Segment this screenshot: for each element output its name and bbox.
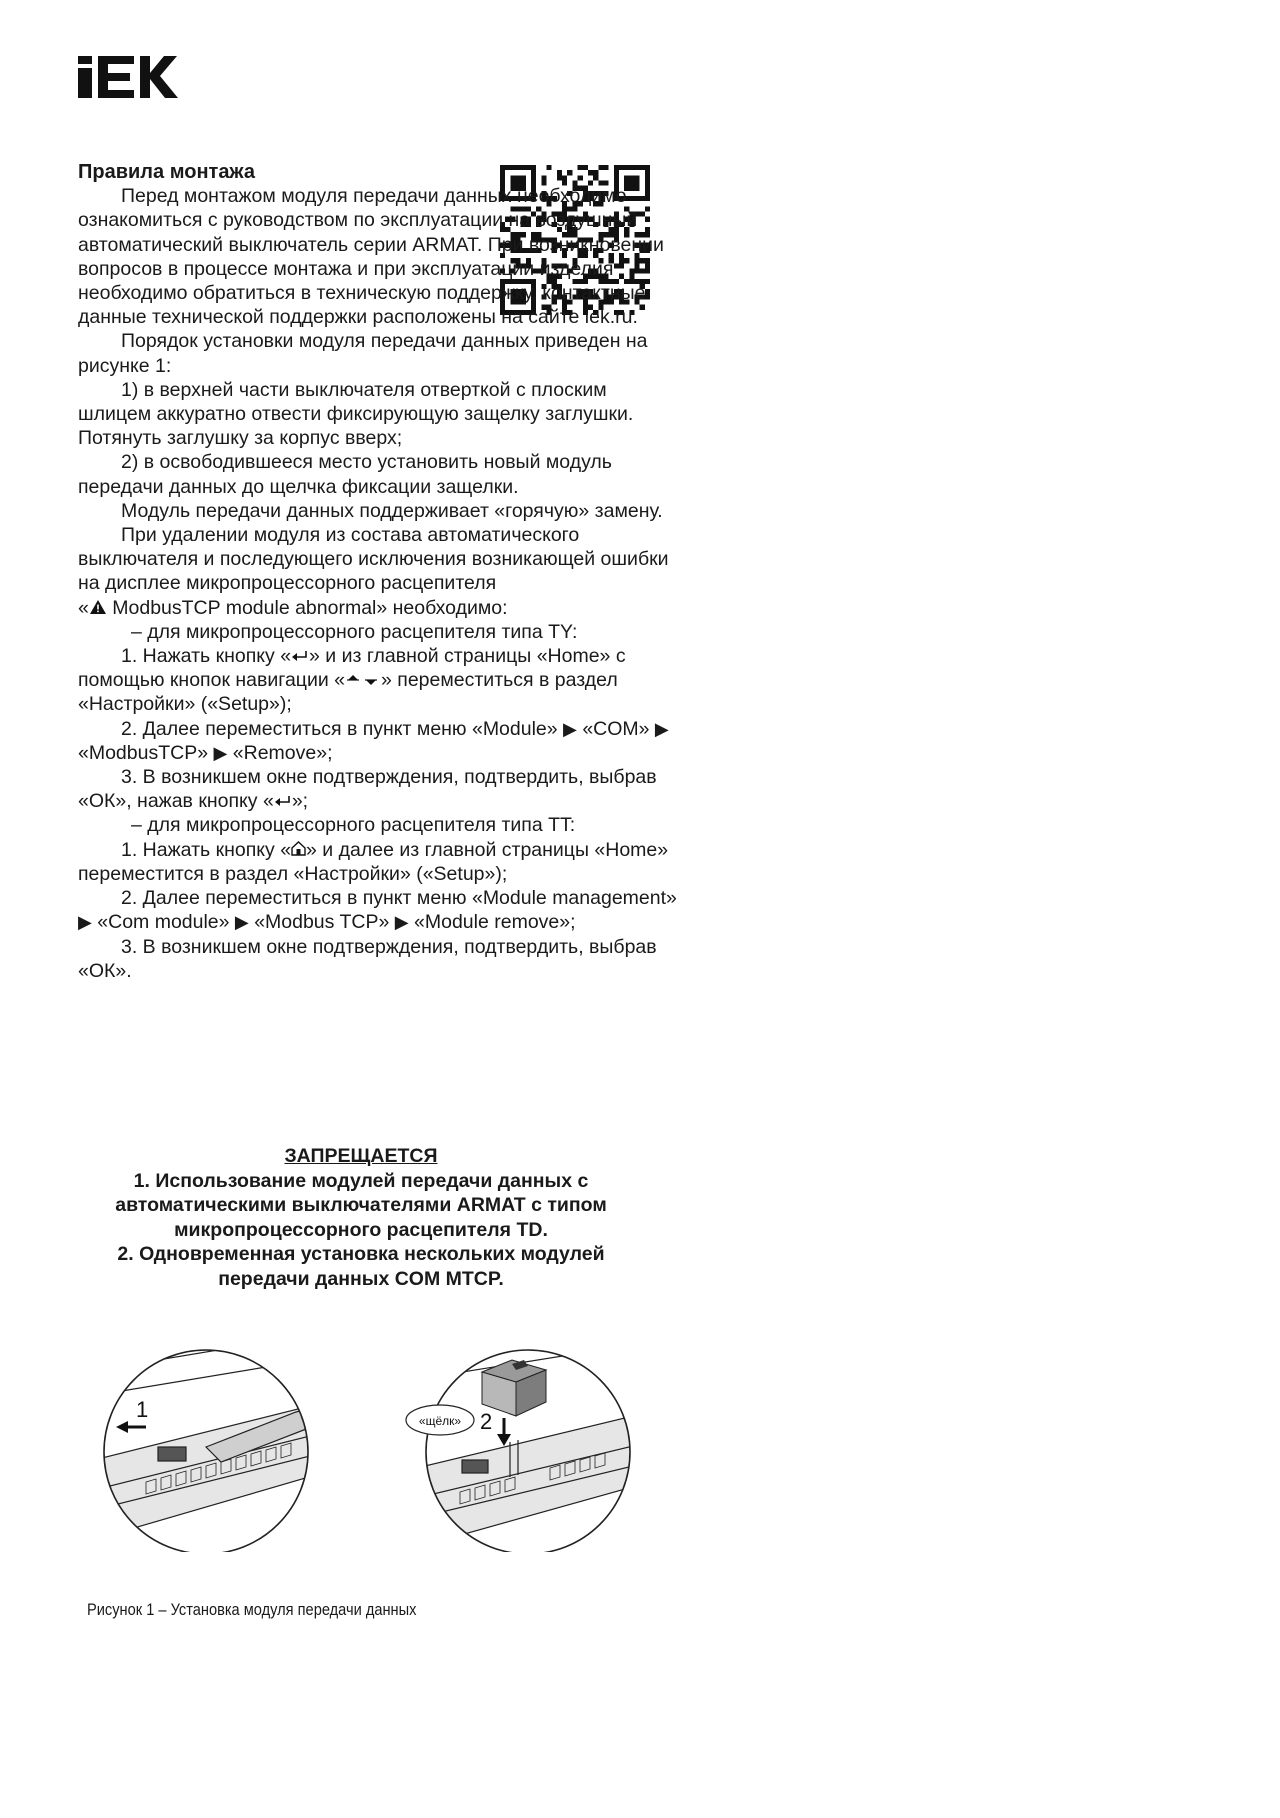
quote-open: « bbox=[78, 596, 89, 619]
ty-step1-b: » и из главной страницы «Home» с помощью кнопок навигации « bbox=[78, 645, 626, 692]
paragraph-step2: 2) в освободившееся место установить новый модуль передачи данных до щелчка фиксации защелки. bbox=[78, 451, 612, 498]
tt-step2-d: «Module remove»; bbox=[414, 911, 576, 934]
tt-step2-b: «Com module» bbox=[97, 911, 230, 934]
tt-step2 bbox=[78, 886, 678, 934]
menu-arrow-icon: ▶ bbox=[234, 912, 249, 933]
ty-step2-a: 2. Далее переместиться в пункт меню «Module» bbox=[121, 717, 558, 740]
figure-step1-number: 1 bbox=[136, 1397, 149, 1422]
iek-logo bbox=[78, 56, 182, 98]
paragraph-order: Порядок установки модуля передачи данных приведен на рисунке 1: bbox=[78, 330, 648, 377]
document-body bbox=[78, 160, 678, 983]
prohibition-item-2: 2. Одновременная установка нескольких модулей передачи данных COM MTCP. bbox=[117, 1243, 605, 1290]
ty-step3-a: 3. В возникшем окне подтверждения, подтвердить, выбрав «ОК», нажав кнопку « bbox=[78, 766, 657, 813]
prohibition-item-1: 1. Использование модулей передачи данных с автоматическими выключателями ARMAT с типом микропроцессорного расцепителя TD. bbox=[115, 1169, 607, 1241]
click-bubble-text: «щёлк» bbox=[418, 1414, 462, 1428]
ty-step3 bbox=[78, 765, 678, 813]
paragraph-removal bbox=[78, 523, 678, 620]
tt-step1 bbox=[78, 838, 678, 886]
prohibition-title: ЗАПРЕЩАЕТСЯ bbox=[284, 1145, 438, 1167]
enter-key-icon bbox=[291, 650, 309, 662]
tt-step3: 3. В возникшем окне подтверждения, подтвердить, выбрав «ОК». bbox=[78, 935, 657, 982]
ty-step2-c: «ModbusTCP» bbox=[78, 741, 209, 764]
menu-arrow-icon: ▶ bbox=[654, 718, 669, 739]
tt-step1-b: » и далее из главной страницы «Home» переместится в раздел «Настройки» («Setup»); bbox=[78, 838, 669, 885]
ty-step1-c: » переместиться в раздел «Настройки» («Setup»); bbox=[78, 669, 618, 716]
ty-step1 bbox=[78, 644, 678, 717]
paragraph-intro-text: Перед монтажом модуля передачи данных необходимо ознакомиться с руководством по эксплуатации на воздушный автоматический выключатель серии ARMAT. При возникновении вопросов в процессе монтажа и при эксплуатации изделия необходимо обратиться в техническую поддержку, контактные данные технической поддержки расположены на сайте iek.ru. bbox=[78, 185, 664, 329]
paragraph-intro bbox=[78, 184, 678, 329]
figure-step2-illustration bbox=[400, 1342, 650, 1552]
section-title: Правила монтажа bbox=[78, 161, 255, 183]
figure-caption: Рисунок 1 – Установка модуля передачи данных bbox=[87, 1600, 417, 1619]
tt-step2-c: «Modbus TCP» bbox=[254, 911, 390, 934]
ty-step2-b: «COM» bbox=[582, 717, 650, 740]
home-key-icon bbox=[291, 841, 306, 856]
tt-step1-a: 1. Нажать кнопку « bbox=[121, 838, 292, 861]
menu-arrow-icon: ▶ bbox=[563, 718, 577, 739]
warning-triangle-icon bbox=[89, 599, 107, 615]
error-message-text: ModbusTCP module abnormal» необходимо: bbox=[106, 596, 508, 619]
paragraph-hotswap: Модуль передачи данных поддерживает «горячую» замену. bbox=[121, 499, 663, 522]
ty-step2 bbox=[78, 717, 678, 765]
enter-key-icon bbox=[274, 795, 292, 807]
tt-step2-a: 2. Далее переместиться в пункт меню «Module management» bbox=[121, 887, 677, 910]
menu-arrow-icon: ▶ bbox=[213, 742, 228, 763]
ty-step3-b: »; bbox=[291, 790, 309, 813]
paragraph-step1: 1) в верхней части выключателя отверткой с плоским шлицем аккуратно отвести фиксирующую защелку заглушки. Потянуть заглушку за корпус вверх; bbox=[78, 378, 634, 450]
menu-arrow-icon: ▶ bbox=[394, 912, 409, 933]
tt-intro: – для микропроцессорного расцепителя типа TT: bbox=[131, 814, 576, 837]
figure-step1-illustration bbox=[86, 1342, 326, 1552]
ty-step2-d: «Remove»; bbox=[232, 741, 333, 764]
menu-arrow-icon: ▶ bbox=[78, 912, 92, 933]
ty-step1-a: 1. Нажать кнопку « bbox=[121, 645, 292, 668]
nav-arrows-icon bbox=[345, 674, 381, 686]
removal-text: При удалении модуля из состава автоматического выключателя и последующего исключения возникающей ошибки на дисплее микропроцессорного расцепителя bbox=[78, 524, 669, 595]
ty-intro: – для микропроцессорного расцепителя типа TY: bbox=[131, 620, 578, 643]
figure-step2-number: 2 bbox=[480, 1409, 493, 1434]
prohibition-block bbox=[78, 1144, 644, 1291]
